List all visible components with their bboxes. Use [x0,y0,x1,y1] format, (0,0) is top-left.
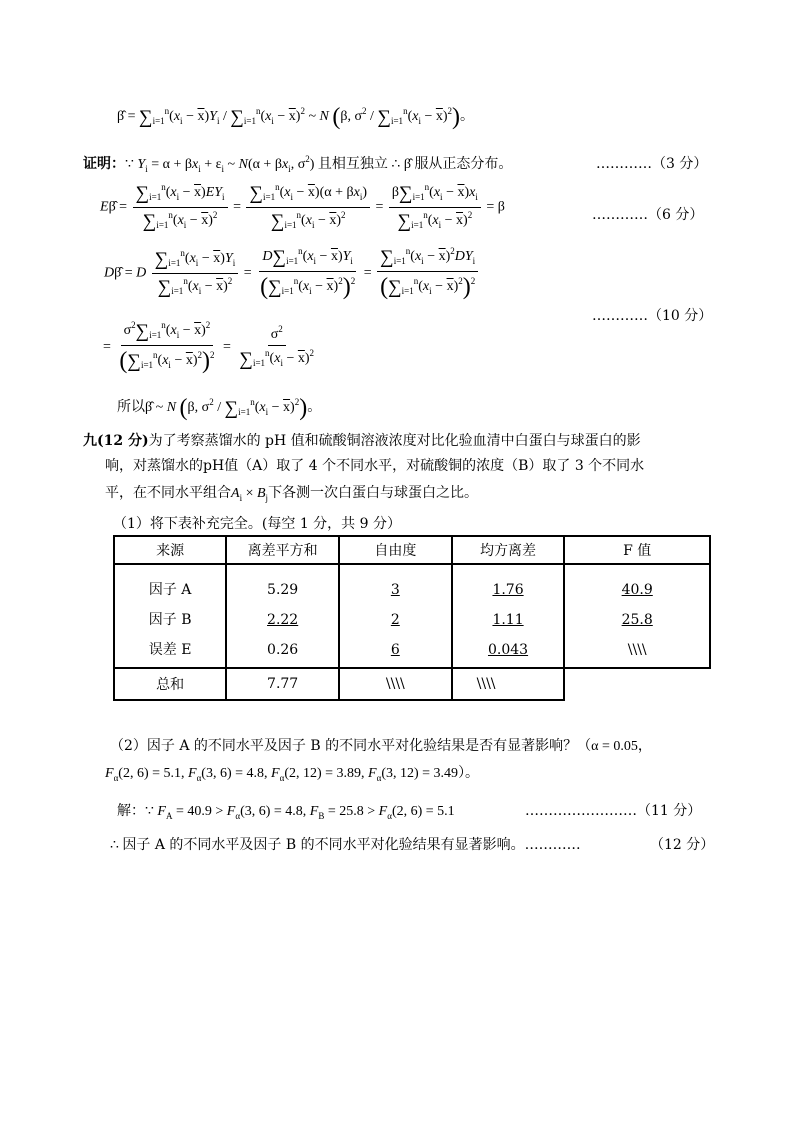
cell-total-ms-text: \\\\ [476,676,496,692]
cell-total-ss: 7.77 [226,668,339,700]
conclusion-line: ∴ 因子 A 的不同水平及因子 B 的不同水平对化验结果有显著影响。………… [110,837,581,853]
conclusion-text: 因子 A 的不同水平及因子 B 的不同水平对化验结果有显著影响。………… [122,837,581,853]
q9-line3: 平，在不同水平组合$A_i \times B_j$下各测一次白蛋白与球蛋白之比。 [105,485,479,503]
q9-sub2-line2-tail: ）。 [458,765,480,781]
q9-text-3b: 下各测一次白蛋白与球蛋白之比。 [268,485,479,501]
proof-label: 证明： [83,156,125,172]
proof-line: 证明：∵ $Y_i = \alpha + \beta x_i + \varepsilon_i$ ~ $N(\alpha + \beta x_i$, $\sigma^2$) 且相互独立 ∴ β̂ 服从正态分布。 [83,154,513,174]
header-ms: 均方离差 [452,536,565,564]
header-ss: 离差平方和 [226,536,339,564]
formula-end-mark: 。 [460,109,475,124]
q9-line1 [83,430,641,450]
proof-final-tail: 。 [307,399,322,415]
table-row [114,564,710,668]
cell-df-b: 2 [390,612,400,628]
cell-source-e: 误差 E [148,642,192,658]
cell-ms-e: 0.043 [487,642,529,658]
proof-text: 且相互独立 [317,156,388,172]
cell-ms-b: 1.11 [492,612,524,628]
cell-source-b: 因子 B [148,612,192,628]
q9-sub2-tail: ， [637,738,652,754]
cell-ss-a: 5.29 [267,582,299,598]
header-df: 自由度 [339,536,452,564]
score-11: ……………………（11 分） [525,803,702,819]
proof-final: 所以β̂ ~ N (β, $\sigma^2 / \sum_{i=1}^n(x_i - \overline{x})^2$)。 [117,395,322,421]
cell-source-a: 因子 A [148,582,192,598]
q9-sub2-line2: $F_\alpha(2$, 6) = 5.1, $F_\alpha(3$, 6) = 4.8, $F_\alpha(2$, 12) = 3.89, $F_\alpha(3$, 12) = 3.49）。 [105,765,480,783]
cell-f-a: 40.9 [621,582,653,598]
header-source: 来源 [114,536,226,564]
header-f: F 值 [564,536,710,564]
q9-sub2-line1: （2）因子 A 的不同水平及因子 B 的不同水平对化验结果是否有显著影响？（α = 0.05， [110,738,652,754]
cell-total-source: 总和 [114,668,226,700]
score-6: …………（6 分） [592,207,704,223]
cell-f-col [564,564,710,668]
cell-f-b: 25.8 [621,612,653,628]
cell-ss-b: 2.22 [267,612,299,628]
cell-ss-col [226,564,339,668]
q9-text-1: 为了考察蒸馏水的 pH 值和硫酸铜溶液浓度对比化验血清中白蛋白与球蛋白的影 [148,433,641,449]
score-3: …………（3 分） [596,156,708,172]
formula-variance-continued: = $\frac{\sigma^2\sum_{i=1}^n(x_i - \overline{x})^2}{(\sum_{i=1}^n(x_i - \overline{x})^2)^2}$ = $\frac{\sigma^2}{\sum_{i=1}^n(x_i - \overline{x})^2}$ [103,320,315,374]
table-total-row [114,668,710,700]
cell-total-f [564,668,710,700]
cell-ms-a: 1.76 [492,582,524,598]
cell-df-col [339,564,452,668]
anova-table [113,535,711,701]
proof-conclusion: 服从正态分布。 [414,156,513,172]
cell-ss-e: 0.26 [267,642,299,658]
cell-ms-col [452,564,565,668]
q9-sub2-text: （2）因子 A 的不同水平及因子 B 的不同水平对化验结果是否有显著影响？（ [110,738,592,754]
q9-line2: 响，对蒸馏水的pH值（A）取了 4 个不同水平，对硫酸铜的浓度（B）取了 3 个不同水 [105,458,645,474]
solution-line: 解：∵ $F_A = 40.9 > F_\alpha(3$, 6) = 4.8, $F_B = 25.8 > F_\alpha(2$, 6) = 5.1 [117,803,455,821]
score-10: …………（10 分） [592,308,713,324]
formula-beta-hat-distribution: β̂ = $\sum_{i=1}^n(x_i - \overline{x})Y_i / \sum_{i=1}^n(x_i - \overline{x})^2$ ~ N (β, $\sigma^2 / \sum_{i=1}^n(x_i - \overline{x})^2$)。 [117,104,475,130]
cell-total-df: \\\\ [339,668,452,700]
cell-df-e: 6 [390,642,400,658]
score-12: （12 分） [650,837,715,853]
table-header-row [114,536,710,564]
cell-f-e: \\\\ [627,642,647,658]
solution-label: 解： [117,803,145,819]
q9-text-3a: 平，在不同水平组合 [105,485,231,501]
cell-total-ms [452,668,565,700]
proof-final-prefix: 所以 [117,399,145,415]
cell-source-col [114,564,226,668]
formula-expectation: Eβ̂ = $\frac{\sum_{i=1}^n(x_i - \overline{x})EY_i}{\sum_{i=1}^n(x_i - \overline{x})^2}$ = $\frac{\sum_{i=1}^n(x_i - \overline{x})(\alpha + \beta x_i)}{\sum_{i=1}^n(x_i - \overline{x})^2}$ = $\frac{\beta\sum_{i=1}^n(x_i - \overline{x})x_i}{\sum_{i=1}^n(x_i - \overline{x})^2}$ = β [100,182,505,232]
formula-variance: Dβ̂ = D $\frac{\sum_{i=1}^n(x_i - \overline{x})Y_i}{\sum_{i=1}^n(x_i - \overline{x})^2}$ = $\frac{D\sum_{i=1}^n(x_i - \overline{x})Y_i}{(\sum_{i=1}^n(x_i - \overline{x})^2)^2}$ = $\frac{\sum_{i=1}^n(x_i - \overline{x})^2DY_i}{(\sum_{i=1}^n(x_i - \overline{x})^2)^2}$ [104,246,480,301]
q9-label: 九(12 分) [83,433,149,449]
cell-df-a: 3 [390,582,400,598]
q9-sub1: （1）将下表补充完全。(每空 1 分，共 9 分） [113,516,401,532]
